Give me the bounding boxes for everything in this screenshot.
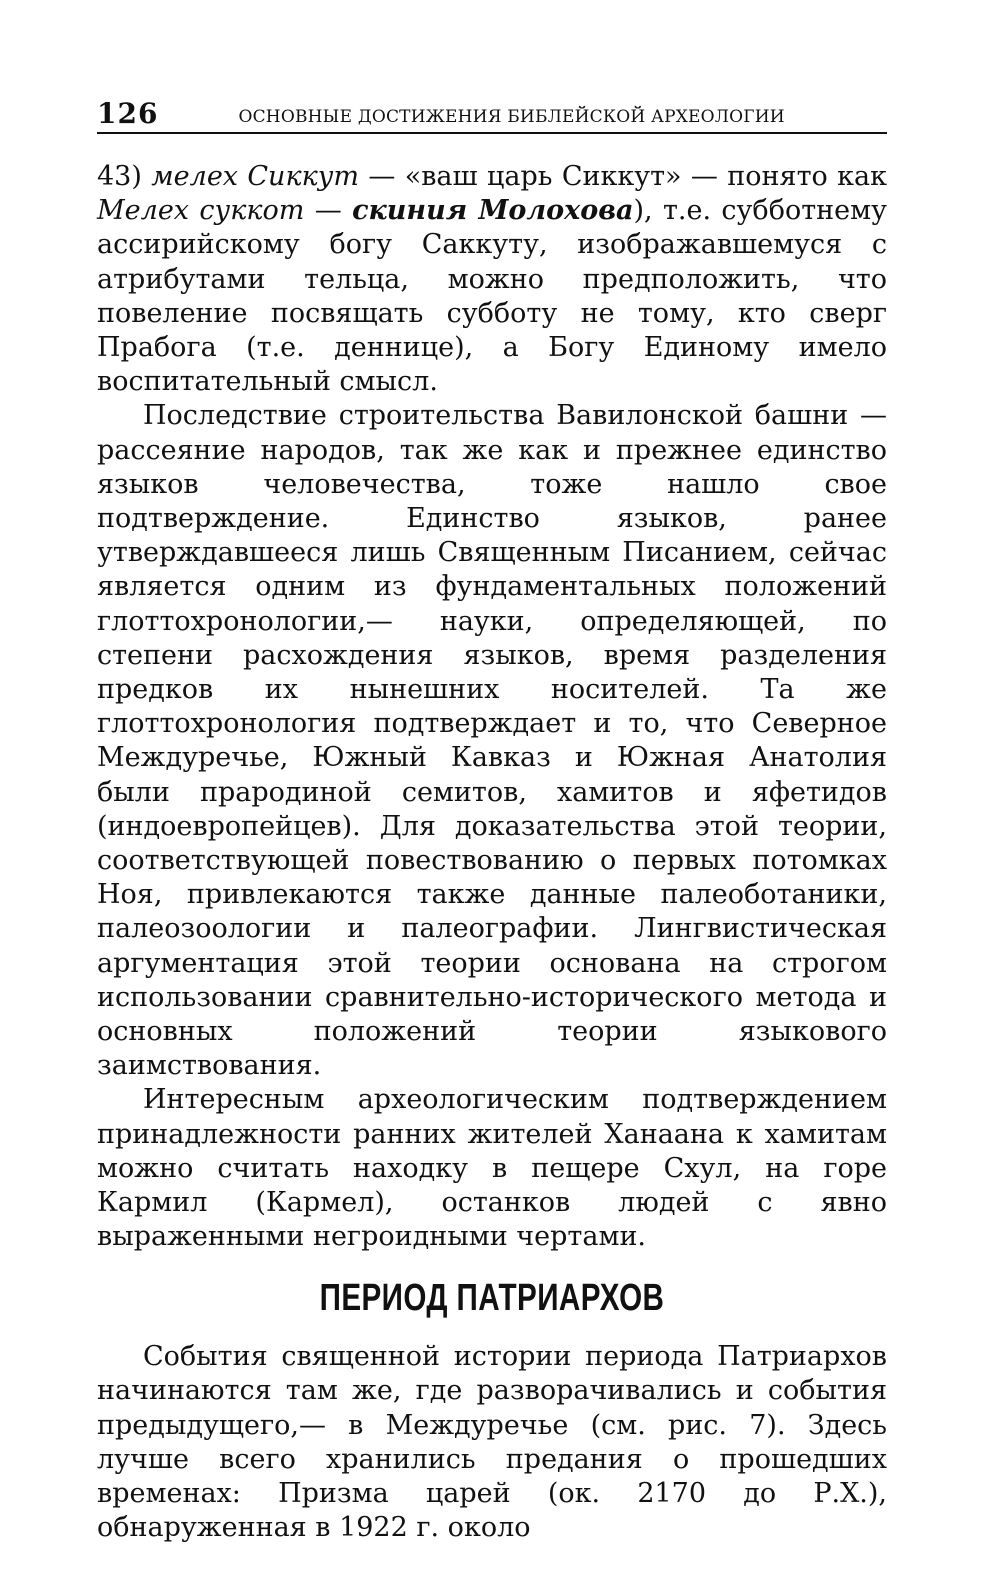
book-page <box>97 92 887 1545</box>
text-run: — «ваш царь Сиккут» — понято как <box>358 161 887 192</box>
italic-term: Мелех суккот <box>97 195 305 227</box>
section-heading: ПЕРИОД ПАТРИАРХОВ <box>319 1276 665 1319</box>
body-text <box>97 160 887 1545</box>
running-title: ОСНОВНЫЕ ДОСТИЖЕНИЯ БИБЛЕЙСКОЙ АРХЕОЛОГИИ <box>238 107 785 127</box>
text-run: ), т.е. субботнему ассирийскому богу Саккуту, изображавшемуся с атрибутами тельца, можно предположить, что повеление посвящать субботу не тому, кто сверг Прабога (т.е. деннице), а Богу Единому имело воспитательный смысл. <box>97 195 888 398</box>
text-run: — <box>304 195 353 227</box>
page-number: 126 <box>97 97 159 130</box>
paragraph-continuation <box>97 160 887 399</box>
italic-term: мелех Сиккут <box>151 161 359 192</box>
paragraph: Интересным археологическим подтверждением принадлежности ранних жителей Ханаана к хамитам можно считать находку в пещере Схул, на горе Кармил (Кармел), останков людей с явно выраженными негроидными чертами. <box>97 1084 887 1253</box>
text-run: 43) <box>97 161 152 192</box>
bold-italic-term: скиния Молохова <box>352 195 634 227</box>
paragraph: События священной истории периода Патриархов начинаются там же, где разворачивались и события предыдущего,— в Междуречье (см. рис. 7). Здесь лучше всего хранились предания о прошедших временах: Призма царей (ок. 2170 до Р.Х.), обнаруженная в 1922 г. около <box>97 1341 887 1544</box>
paragraph: Последствие строительства Вавилонской башни — рассеяние народов, так же как и прежнее единство языков человечества, тоже нашло свое подтверждение. Единство языков, ранее утверждавшееся лишь Священным Писанием, сейчас является одним из фундаментальных положений глоттохронологии,— науки, определяющей, по степени расхождения языков, время разделения предков их нынешних носителей. Та же глоттохронология подтверждает и то, что Северное Междуречье, Южный Кавказ и Южная Анатолия были прародиной семитов, хамитов и яфетидов (индоевропейцев). Для доказательства этой теории, соответствующей повествованию о первых потомках Ноя, привлекаются также данные палеоботаники, палеозоологии и палеографии. Лингвистическая аргументация этой теории основана на строгом использовании сравнительно-исторического метода и основных положений теории языкового заимствования. <box>97 400 887 1082</box>
running-header <box>97 92 887 134</box>
